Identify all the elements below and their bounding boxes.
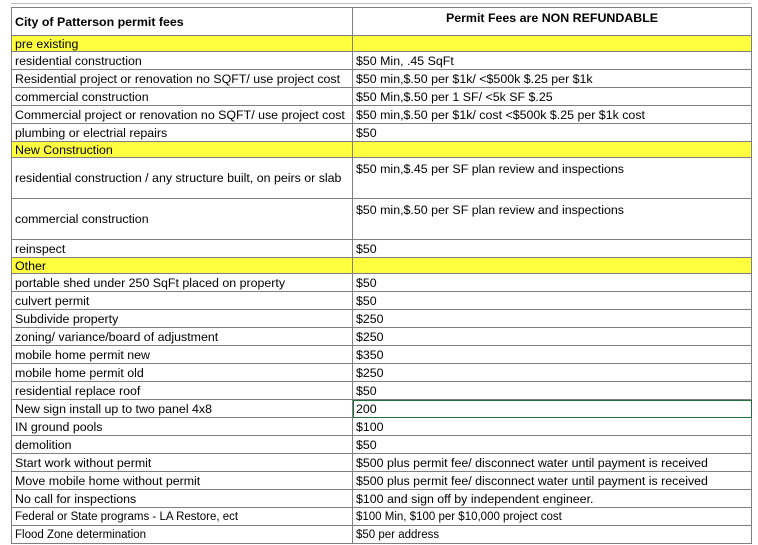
fee-cell[interactable]: $50 [353, 382, 752, 400]
table-row [12, 508, 752, 526]
table-row [12, 158, 752, 199]
table-row [12, 88, 752, 106]
refund-notice[interactable]: Permit Fees are NON REFUNDABLE [353, 8, 752, 36]
item-cell[interactable]: Start work without permit [12, 454, 353, 472]
section-fee-cell[interactable] [353, 258, 752, 274]
table-row [12, 454, 752, 472]
sheet-title[interactable]: City of Patterson permit fees [12, 8, 353, 36]
sheet-top-edge [11, 3, 751, 4]
item-cell[interactable]: Residential project or renovation no SQFT/ use project cost [12, 70, 353, 88]
table-row [12, 490, 752, 508]
item-cell[interactable]: zoning/ variance/board of adjustment [12, 328, 353, 346]
table-row [12, 52, 752, 70]
fee-cell[interactable]: $50 Min,$.50 per 1 SF/ <5k SF $.25 [353, 88, 752, 106]
fee-table [11, 7, 752, 544]
table-row [12, 106, 752, 124]
fee-cell[interactable]: $500 plus permit fee/ disconnect water until payment is received [353, 472, 752, 490]
item-cell[interactable]: mobile home permit old [12, 364, 353, 382]
item-cell[interactable]: residential construction [12, 52, 353, 70]
table-row [12, 346, 752, 364]
section-row [12, 142, 752, 158]
table-row [12, 472, 752, 490]
table-row [12, 199, 752, 240]
fee-cell[interactable]: $50 min,$.50 per $1k/ cost <$500k $.25 per $1k cost [353, 106, 752, 124]
item-cell[interactable]: No call for inspections [12, 490, 353, 508]
item-cell[interactable]: commercial construction [12, 199, 353, 240]
item-cell[interactable]: reinspect [12, 240, 353, 258]
section-label-other[interactable]: Other [12, 258, 353, 274]
section-label-new-construction[interactable]: New Construction [12, 142, 353, 158]
fee-cell[interactable]: $50 min,$.50 per $1k/ <$500k $.25 per $1k [353, 70, 752, 88]
section-row [12, 258, 752, 274]
table-row [12, 310, 752, 328]
fee-cell[interactable]: $50 Min, .45 SqFt [353, 52, 752, 70]
item-cell[interactable]: portable shed under 250 SqFt placed on property [12, 274, 353, 292]
fee-cell[interactable]: $100 and sign off by independent engineer. [353, 490, 752, 508]
item-cell[interactable]: Commercial project or renovation no SQFT/ use project cost [12, 106, 353, 124]
fee-cell[interactable]: $50 [353, 240, 752, 258]
section-fee-cell[interactable] [353, 142, 752, 158]
table-row [12, 418, 752, 436]
fee-cell[interactable]: $50 [353, 124, 752, 142]
table-row [12, 526, 752, 544]
item-cell[interactable]: mobile home permit new [12, 346, 353, 364]
table-row [12, 328, 752, 346]
fee-cell[interactable]: $500 plus permit fee/ disconnect water until payment is received [353, 454, 752, 472]
section-fee-cell[interactable] [353, 36, 752, 52]
item-cell[interactable]: commercial construction [12, 88, 353, 106]
table-row [12, 364, 752, 382]
fee-cell[interactable]: $250 [353, 328, 752, 346]
item-cell[interactable]: Flood Zone determination [12, 526, 353, 544]
item-cell[interactable]: residential construction / any structure built, on peirs or slab [12, 158, 353, 199]
fee-cell[interactable]: $50 min,$.50 per SF plan review and inspections [353, 199, 752, 240]
fee-cell[interactable]: $50 [353, 274, 752, 292]
item-cell[interactable]: demolition [12, 436, 353, 454]
permit-fee-sheet [11, 7, 751, 544]
header-row [12, 8, 752, 36]
table-row [12, 292, 752, 310]
fee-cell[interactable]: $50 [353, 292, 752, 310]
fee-cell[interactable]: $100 Min, $100 per $10,000 project cost [353, 508, 752, 526]
section-label-pre-existing[interactable]: pre existing [12, 36, 353, 52]
fee-cell[interactable]: $250 [353, 310, 752, 328]
item-cell[interactable]: plumbing or electrial repairs [12, 124, 353, 142]
item-cell[interactable]: Move mobile home without permit [12, 472, 353, 490]
fee-cell[interactable]: $50 min,$.45 per SF plan review and inspections [353, 158, 752, 199]
table-row [12, 436, 752, 454]
fee-cell[interactable]: $50 [353, 436, 752, 454]
item-cell[interactable]: New sign install up to two panel 4x8 [12, 400, 353, 418]
table-row [12, 274, 752, 292]
table-row [12, 70, 752, 88]
table-row [12, 400, 752, 418]
fee-cell[interactable]: $50 per address [353, 526, 752, 544]
item-cell[interactable]: Federal or State programs - LA Restore, ect [12, 508, 353, 526]
table-row [12, 240, 752, 258]
item-cell[interactable]: Subdivide property [12, 310, 353, 328]
table-row [12, 382, 752, 400]
item-cell[interactable]: culvert permit [12, 292, 353, 310]
fee-cell[interactable]: $250 [353, 364, 752, 382]
table-row [12, 124, 752, 142]
item-cell[interactable]: residential replace roof [12, 382, 353, 400]
selected-fee-cell[interactable]: 200 [353, 400, 752, 418]
fee-cell[interactable]: $100 [353, 418, 752, 436]
fee-cell[interactable]: $350 [353, 346, 752, 364]
section-row [12, 36, 752, 52]
item-cell[interactable]: IN ground pools [12, 418, 353, 436]
